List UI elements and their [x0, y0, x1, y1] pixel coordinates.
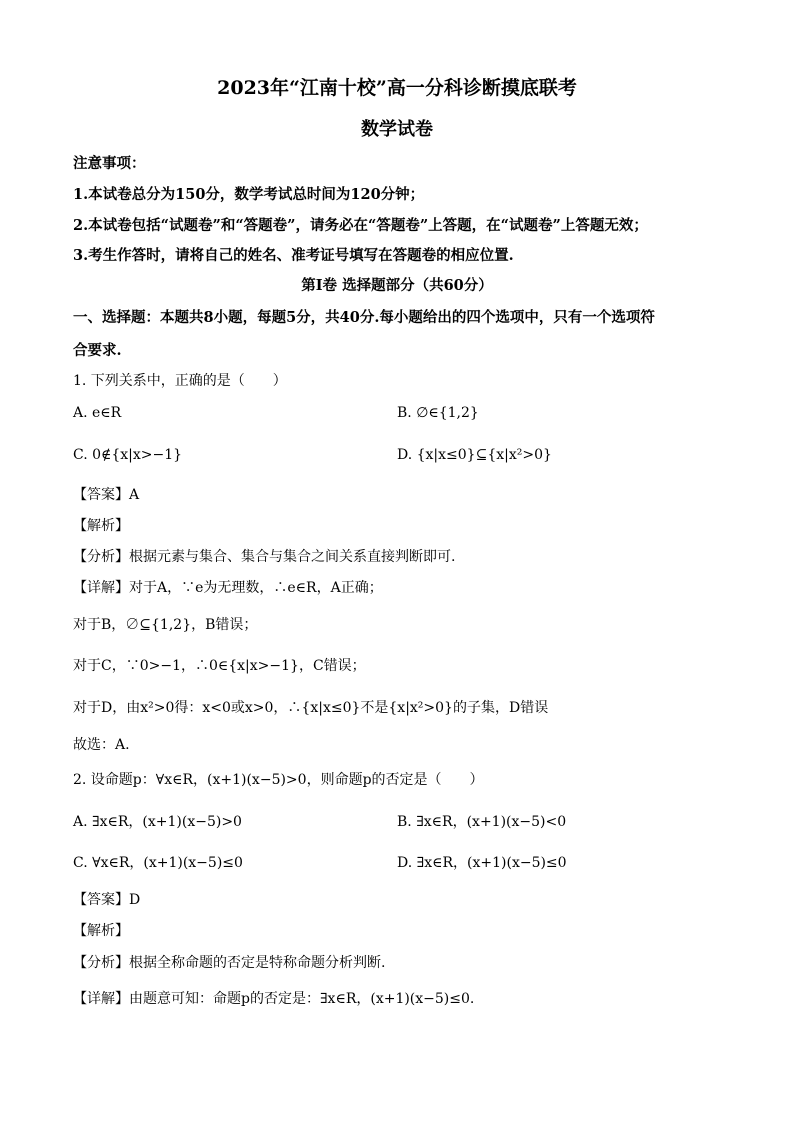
exam-subtitle: 数学试卷	[361, 119, 433, 140]
q1-analysis-label: 【解析】	[73, 518, 129, 534]
notice-item-1: 1.本试卷总分为150分，数学考试总时间为120分钟；	[73, 186, 425, 203]
q1-option-c: C. 0∉{x|x>−1}	[73, 447, 183, 463]
q2-option-a: A. ∃x∈R，(x+1)(x−5)>0	[73, 814, 242, 830]
notice-item-2: 2.本试卷包括“试题卷”和“答题卷”，请务必在“答题卷”上答题，在“试题卷”上答题无效；	[73, 217, 648, 234]
q2-detail: 【详解】由题意可知：命题p的否定是：∃x∈R，(x+1)(x−5)≤0.	[73, 991, 475, 1007]
notice-heading: 注意事项：	[73, 155, 146, 172]
section-heading-line2: 合要求.	[73, 342, 122, 359]
q1-conclusion: 故选：A.	[73, 737, 130, 753]
q1-line-d: 对于D，由x²>0得：x<0或x>0，∴{x|x≤0}不是{x|x²>0}的子集，D错误	[73, 700, 549, 716]
q1-option-a: A. e∈R	[73, 405, 122, 421]
notice-item-3: 3.考生作答时，请将自己的姓名、准考证号填写在答题卷的相应位置.	[73, 247, 514, 264]
q2-fenxi: 【分析】根据全称命题的否定是特称命题分析判断.	[73, 955, 386, 971]
q2-option-d: D. ∃x∈R，(x+1)(x−5)≤0	[397, 855, 567, 871]
section-title: 第Ⅰ卷 选择题部分（共60分）	[301, 277, 493, 294]
q1-option-d: D. {x|x≤0}⊆{x|x²>0}	[397, 447, 552, 463]
q2-stem: 2. 设命题p：∀x∈R，(x+1)(x−5)>0，则命题p的否定是（ ）	[73, 772, 484, 788]
q2-analysis-label: 【解析】	[73, 923, 129, 939]
q2-option-c: C. ∀x∈R，(x+1)(x−5)≤0	[73, 855, 243, 871]
q1-line-c: 对于C，∵0>−1，∴0∈{x|x>−1}，C错误；	[73, 658, 366, 674]
q2-option-b: B. ∃x∈R，(x+1)(x−5)<0	[397, 814, 567, 830]
q1-stem: 1. 下列关系中，正确的是（ ）	[73, 373, 287, 389]
q1-option-b: B. ∅∈{1,2}	[397, 405, 479, 421]
q1-line-b: 对于B，∅⊆{1,2}，B错误；	[73, 617, 258, 633]
section-heading-line1: 一、选择题：本题共8小题，每题5分，共40分.每小题给出的四个选项中，只有一个选项符	[73, 309, 655, 326]
exam-title: 2023年“江南十校”高一分科诊断摸底联考	[217, 77, 577, 99]
q1-answer: 【答案】A	[73, 487, 140, 503]
q1-fenxi: 【分析】根据元素与集合、集合与集合之间关系直接判断即可.	[73, 549, 456, 565]
q1-detail: 【详解】对于A，∵e为无理数，∴e∈R，A正确；	[73, 580, 383, 596]
q2-answer: 【答案】D	[73, 892, 141, 908]
